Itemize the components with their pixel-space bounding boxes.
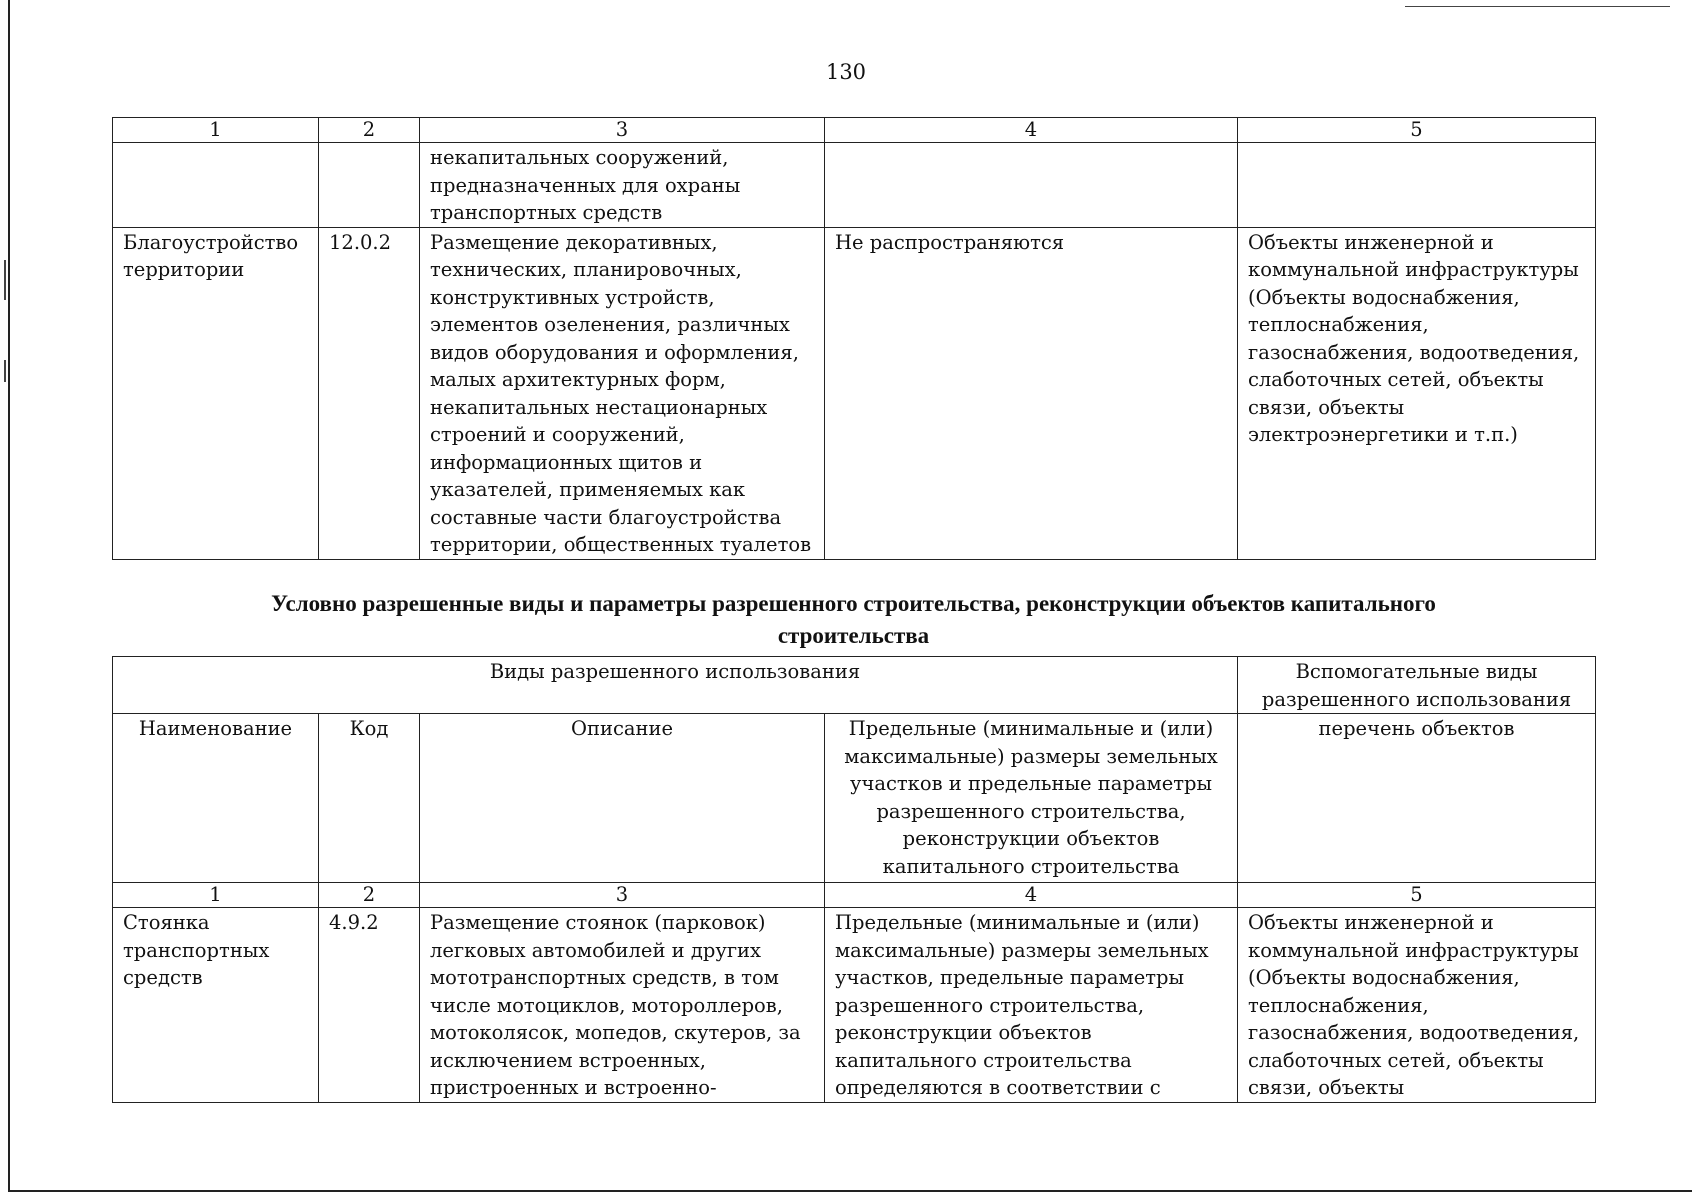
scan-mark-top-right xyxy=(1405,6,1670,7)
header-auxiliary-objects: перечень объектов xyxy=(1238,714,1596,883)
use-name-cell xyxy=(113,143,319,228)
auxiliary-objects-cell: Объекты инженерной и коммунальной инфраструктуры (Объекты водоснабжения, теплоснабжения, газоснабжения, водоотведения, слаботочных сетей, объекты связи, объекты электроэнергетики и т.п.) xyxy=(1238,227,1596,559)
use-description-cell: Размещение декоративных, технических, планировочных, конструктивных устройств, элементов озеленения, различных видов оборудования и оформления, малых архитектурных форм, некапитальных нестационарных строений и сооружений, информационных щитов и указателей, применяемых как составные части благоустройства территории, общественных туалетов xyxy=(420,227,825,559)
auxiliary-objects-cell: Объекты инженерной и коммунальной инфраструктуры (Объекты водоснабжения, теплоснабжения, газоснабжения, водоотведения, слаботочных сетей, объекты связи, объекты xyxy=(1238,908,1596,1103)
header-name: Наименование xyxy=(113,714,319,883)
header-code: Код xyxy=(319,714,420,883)
header-description: Описание xyxy=(420,714,825,883)
scan-mark-left-edge xyxy=(4,260,6,300)
column-number-2: 2 xyxy=(319,883,420,908)
use-name-cell: Стоянка транспортных средств xyxy=(113,908,319,1103)
group-header-permitted-uses: Виды разрешенного использования xyxy=(113,657,1238,714)
column-number-1: 1 xyxy=(113,118,319,143)
column-number-3: 3 xyxy=(420,118,825,143)
section-heading xyxy=(112,588,1595,652)
column-number-2: 2 xyxy=(319,118,420,143)
auxiliary-objects-cell xyxy=(1238,143,1596,228)
column-number-4: 4 xyxy=(825,118,1238,143)
section-heading-line-2: строительства xyxy=(777,623,930,648)
use-code-cell xyxy=(319,143,420,228)
use-parameters-cell xyxy=(825,143,1238,228)
use-code-cell: 4.9.2 xyxy=(319,908,420,1103)
table-row xyxy=(113,143,1596,228)
scan-frame-bottom xyxy=(8,1190,1692,1192)
column-number-row xyxy=(113,883,1596,908)
use-parameters-cell: Не распространяются xyxy=(825,227,1238,559)
column-number-5: 5 xyxy=(1238,118,1596,143)
table-row xyxy=(113,227,1596,559)
permitted-uses-table-continued xyxy=(112,117,1596,560)
use-description-cell: некапитальных сооружений, предназначенных для охраны транспортных средств xyxy=(420,143,825,228)
section-heading-line-1: Условно разрешенные виды и параметры разрешенного строительства, реконструкции объектов капитального xyxy=(271,591,1436,616)
group-header-auxiliary-uses: Вспомогательные виды разрешенного использования xyxy=(1238,657,1596,714)
column-header-row xyxy=(113,714,1596,883)
column-number-3: 3 xyxy=(420,883,825,908)
column-number-1: 1 xyxy=(113,883,319,908)
use-parameters-cell: Предельные (минимальные и (или) максимальные) размеры земельных участков, предельные параметры разрешенного строительства, реконструкции объектов капитального строительства определяются в соответствии с xyxy=(825,908,1238,1103)
group-header-row xyxy=(113,657,1596,714)
table-row xyxy=(113,908,1596,1103)
column-number-4: 4 xyxy=(825,883,1238,908)
conditionally-permitted-uses-table xyxy=(112,656,1596,1103)
column-number-5: 5 xyxy=(1238,883,1596,908)
page-number: 130 xyxy=(825,60,867,84)
column-number-row xyxy=(113,118,1596,143)
scan-frame-left xyxy=(8,0,10,1192)
header-parameters: Предельные (минимальные и (или) максимальные) размеры земельных участков и предельные параметры разрешенного строительства, реконструкции объектов капитального строительства xyxy=(825,714,1238,883)
use-description-cell: Размещение стоянок (парковок) легковых автомобилей и других мототранспортных средств, в том числе мотоциклов, мотороллеров, мотоколясок, мопедов, скутеров, за исключением встроенных, пристроенных и встроенно- xyxy=(420,908,825,1103)
scan-mark-left-edge-2 xyxy=(4,360,6,382)
use-code-cell: 12.0.2 xyxy=(319,227,420,559)
use-name-cell: Благоустройство территории xyxy=(113,227,319,559)
